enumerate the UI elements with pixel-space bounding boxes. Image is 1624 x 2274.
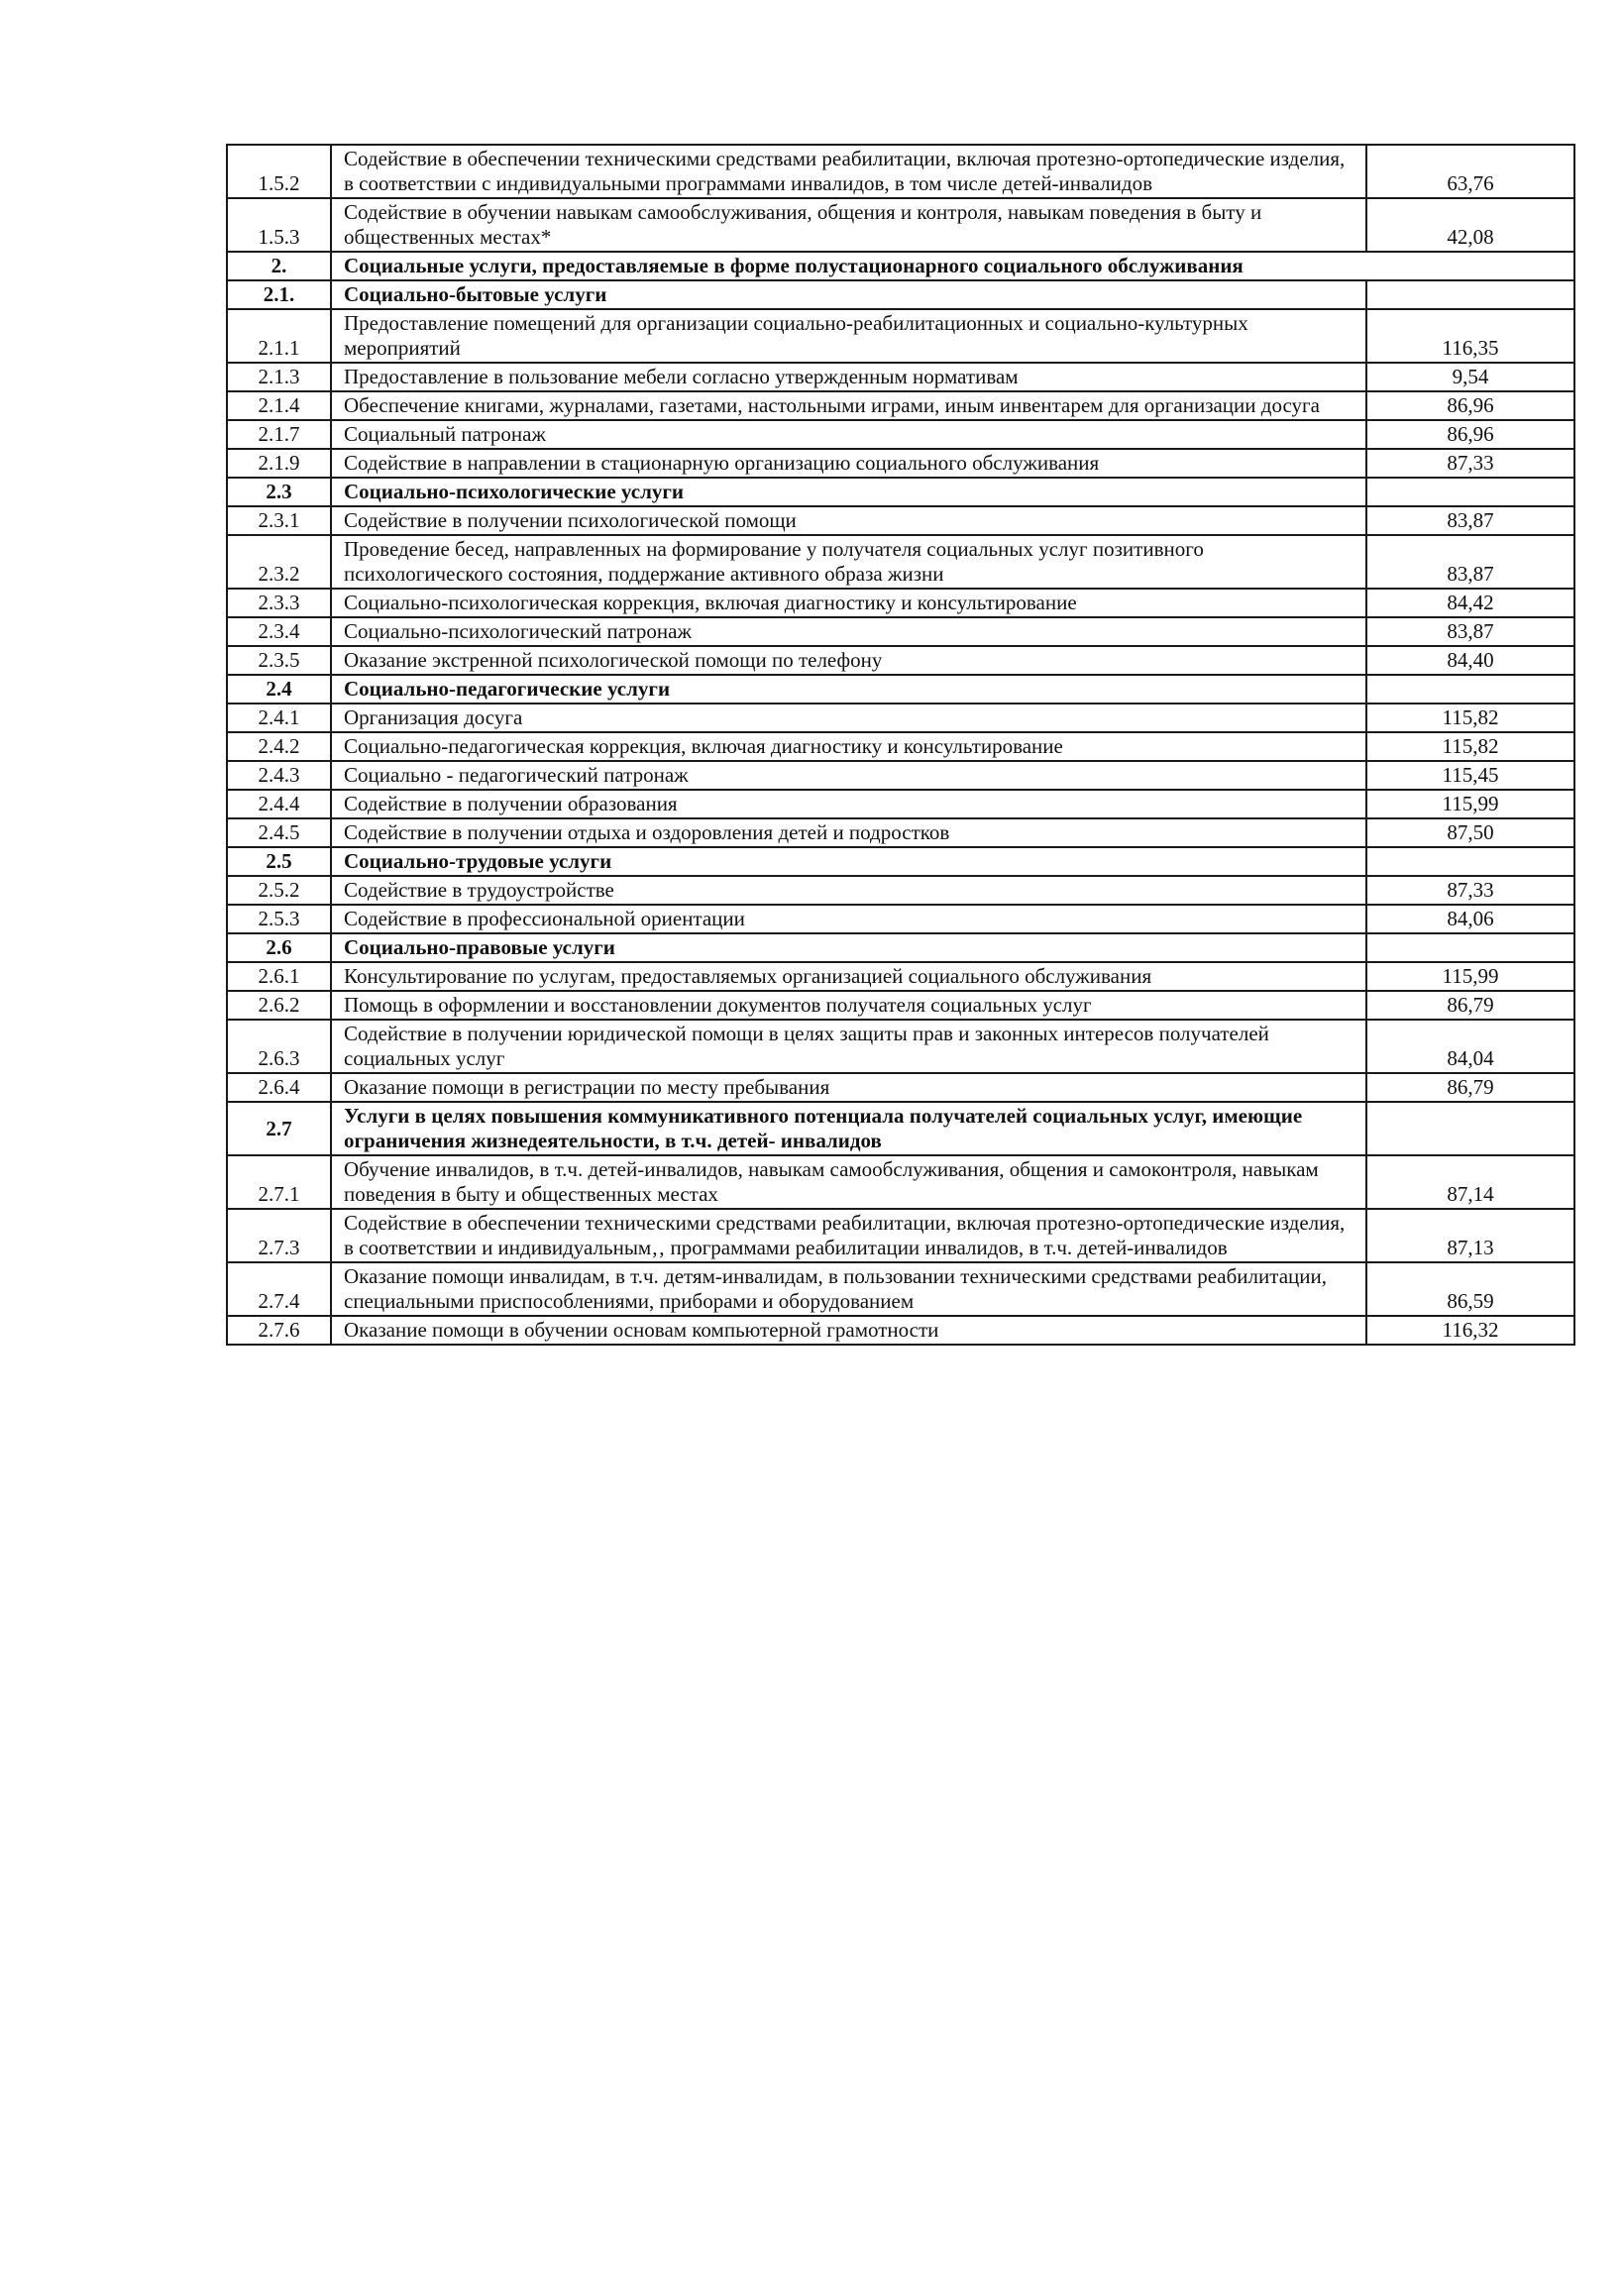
table-row [227, 1155, 1574, 1209]
service-price: 86,79 [1366, 1073, 1574, 1102]
service-name: Оказание экстренной психологической помощи по телефону [331, 646, 1366, 675]
service-name: Проведение бесед, направленных на формирование у получателя социальных услуг позитивного психологического состояния, поддержание активного образа жизни [331, 535, 1366, 589]
row-number: 2.1.7 [227, 420, 331, 449]
service-name: Содействие в направлении в стационарную организацию социального обслуживания [331, 449, 1366, 478]
section-heading-row [227, 1102, 1574, 1155]
service-name: Оказание помощи в регистрации по месту пребывания [331, 1073, 1366, 1102]
service-price [1366, 675, 1574, 704]
service-price [1366, 280, 1574, 309]
row-number: 2.4.1 [227, 704, 331, 732]
table-row [227, 1073, 1574, 1102]
service-name: Социально-психологический патронаж [331, 617, 1366, 646]
table-row [227, 1209, 1574, 1262]
table-row [227, 363, 1574, 391]
section-heading-row [227, 933, 1574, 962]
row-number: 2.1. [227, 280, 331, 309]
row-number: 2.1.1 [227, 309, 331, 363]
section-heading-row [227, 675, 1574, 704]
service-name: Содействие в получении образования [331, 790, 1366, 818]
service-price [1366, 933, 1574, 962]
table-body [227, 145, 1574, 1345]
table-row [227, 420, 1574, 449]
service-name: Социально-психологические услуги [331, 478, 1366, 506]
service-name: Социально-трудовые услуги [331, 847, 1366, 876]
row-number: 2.6.4 [227, 1073, 331, 1102]
service-price: 42,08 [1366, 198, 1574, 252]
table-row [227, 589, 1574, 617]
services-price-table [226, 144, 1575, 1346]
service-name: Содействие в обеспечении техническими средствами реабилитации, включая протезно-ортопедические изделия, в соответствии с индивидуальными программами инвалидов, в том числе детей-инвалидов [331, 145, 1366, 198]
table-row [227, 449, 1574, 478]
row-number: 2.3.3 [227, 589, 331, 617]
service-name: Социально-бытовые услуги [331, 280, 1366, 309]
service-name: Социально-правовые услуги [331, 933, 1366, 962]
row-number: 2.7.1 [227, 1155, 331, 1209]
service-price: 83,87 [1366, 535, 1574, 589]
service-name: Содействие в обеспечении техническими средствами реабилитации, включая протезно-ортопедические изделия, в соответствии и индивидуальным‚‚ программами реабилитации инвалидов, в т.ч. детей-инвалидов [331, 1209, 1366, 1262]
service-price: 83,87 [1366, 617, 1574, 646]
row-number: 2.6 [227, 933, 331, 962]
service-name: Оказание помощи в обучении основам компьютерной грамотности [331, 1316, 1366, 1345]
table-row [227, 506, 1574, 535]
service-name: Содействие в трудоустройстве [331, 876, 1366, 905]
service-name: Содействие в получении юридической помощи в целях защиты прав и законных интересов получателей социальных услуг [331, 1020, 1366, 1073]
service-price: 63,76 [1366, 145, 1574, 198]
service-name: Услуги в целях повышения коммуникативного потенциала получателей социальных услуг, имеющие ограничения жизнедеятельности, в т.ч. детей- инвалидов [331, 1102, 1366, 1155]
service-name: Организация досуга [331, 704, 1366, 732]
row-number: 2.4.3 [227, 761, 331, 790]
row-number: 2.3.1 [227, 506, 331, 535]
service-price: 9,54 [1366, 363, 1574, 391]
row-number: 2.7.4 [227, 1262, 331, 1316]
row-number: 2.3.2 [227, 535, 331, 589]
service-price: 87,33 [1366, 449, 1574, 478]
row-number: 2.3 [227, 478, 331, 506]
row-number: 2.5 [227, 847, 331, 876]
row-number: 2.4.4 [227, 790, 331, 818]
service-price: 84,06 [1366, 905, 1574, 933]
service-price: 86,96 [1366, 420, 1574, 449]
service-name: Помощь в оформлении и восстановлении документов получателя социальных услуг [331, 991, 1366, 1020]
table-row [227, 818, 1574, 847]
table-row [227, 761, 1574, 790]
service-price [1366, 1102, 1574, 1155]
table-row [227, 876, 1574, 905]
table-row [227, 991, 1574, 1020]
row-number: 2.3.5 [227, 646, 331, 675]
table-row [227, 145, 1574, 198]
service-name: Консультирование по услугам, предоставляемых организацией социального обслуживания [331, 962, 1366, 991]
service-name: Социально - педагогический патронаж [331, 761, 1366, 790]
service-price: 87,13 [1366, 1209, 1574, 1262]
service-name: Социально-педагогические услуги [331, 675, 1366, 704]
service-price: 87,14 [1366, 1155, 1574, 1209]
service-name: Социальные услуги, предоставляемые в форме полустационарного социального обслуживания [331, 252, 1574, 280]
service-price: 115,45 [1366, 761, 1574, 790]
service-name: Социально-педагогическая коррекция, включая диагностику и консультирование [331, 732, 1366, 761]
row-number: 2.5.3 [227, 905, 331, 933]
section-heading-row [227, 847, 1574, 876]
table-row [227, 790, 1574, 818]
table-row [227, 905, 1574, 933]
row-number: 1.5.3 [227, 198, 331, 252]
row-number: 2.5.2 [227, 876, 331, 905]
service-name: Содействие в обучении навыкам самообслуживания, общения и контроля, навыкам поведения в быту и общественных местах* [331, 198, 1366, 252]
service-name: Социально-психологическая коррекция, включая диагностику и консультирование [331, 589, 1366, 617]
service-price [1366, 478, 1574, 506]
row-number: 2.7.6 [227, 1316, 331, 1345]
row-number: 2.3.4 [227, 617, 331, 646]
table-row [227, 732, 1574, 761]
row-number: 2.1.3 [227, 363, 331, 391]
table-row [227, 646, 1574, 675]
service-name: Содействие в получении отдыха и оздоровления детей и подростков [331, 818, 1366, 847]
table-row [227, 535, 1574, 589]
table-row [227, 1316, 1574, 1345]
service-name: Предоставление помещений для организации социально-реабилитационных и социально-культурных мероприятий [331, 309, 1366, 363]
table-row [227, 704, 1574, 732]
table-row [227, 198, 1574, 252]
table-row [227, 617, 1574, 646]
row-number: 2.4.5 [227, 818, 331, 847]
service-name: Предоставление в пользование мебели согласно утвержденным нормативам [331, 363, 1366, 391]
service-price: 116,35 [1366, 309, 1574, 363]
table-row [227, 1020, 1574, 1073]
service-price: 115,99 [1366, 790, 1574, 818]
service-price: 115,82 [1366, 732, 1574, 761]
service-price: 84,42 [1366, 589, 1574, 617]
service-price: 86,79 [1366, 991, 1574, 1020]
service-price: 87,50 [1366, 818, 1574, 847]
row-number: 2.7 [227, 1102, 331, 1155]
row-number: 2.7.3 [227, 1209, 331, 1262]
table-row [227, 309, 1574, 363]
table-row [227, 962, 1574, 991]
service-price: 87,33 [1366, 876, 1574, 905]
service-price: 84,04 [1366, 1020, 1574, 1073]
row-number: 1.5.2 [227, 145, 331, 198]
service-name: Социальный патронаж [331, 420, 1366, 449]
section-heading-row [227, 280, 1574, 309]
service-name: Обучение инвалидов, в т.ч. детей-инвалидов, навыкам самообслуживания, общения и самоконтроля, навыкам поведения в быту и общественных местах [331, 1155, 1366, 1209]
service-price: 86,96 [1366, 391, 1574, 420]
service-price: 115,99 [1366, 962, 1574, 991]
service-price: 86,59 [1366, 1262, 1574, 1316]
service-name: Оказание помощи инвалидам, в т.ч. детям-инвалидам, в пользовании техническими средствами реабилитации, специальными приспособлениями, приборами и оборудованием [331, 1262, 1366, 1316]
section-heading-row [227, 478, 1574, 506]
row-number: 2.6.3 [227, 1020, 331, 1073]
table-row [227, 391, 1574, 420]
section-heading-row [227, 252, 1574, 280]
service-price [1366, 847, 1574, 876]
row-number: 2.6.1 [227, 962, 331, 991]
service-price: 116,32 [1366, 1316, 1574, 1345]
service-price: 115,82 [1366, 704, 1574, 732]
service-name: Обеспечение книгами, журналами, газетами, настольными играми, иным инвентарем для организации досуга [331, 391, 1366, 420]
row-number: 2.6.2 [227, 991, 331, 1020]
row-number: 2.1.9 [227, 449, 331, 478]
service-price: 83,87 [1366, 506, 1574, 535]
row-number: 2.4.2 [227, 732, 331, 761]
row-number: 2. [227, 252, 331, 280]
row-number: 2.4 [227, 675, 331, 704]
table-row [227, 1262, 1574, 1316]
service-name: Содействие в получении психологической помощи [331, 506, 1366, 535]
service-name: Содействие в профессиональной ориентации [331, 905, 1366, 933]
service-price: 84,40 [1366, 646, 1574, 675]
row-number: 2.1.4 [227, 391, 331, 420]
